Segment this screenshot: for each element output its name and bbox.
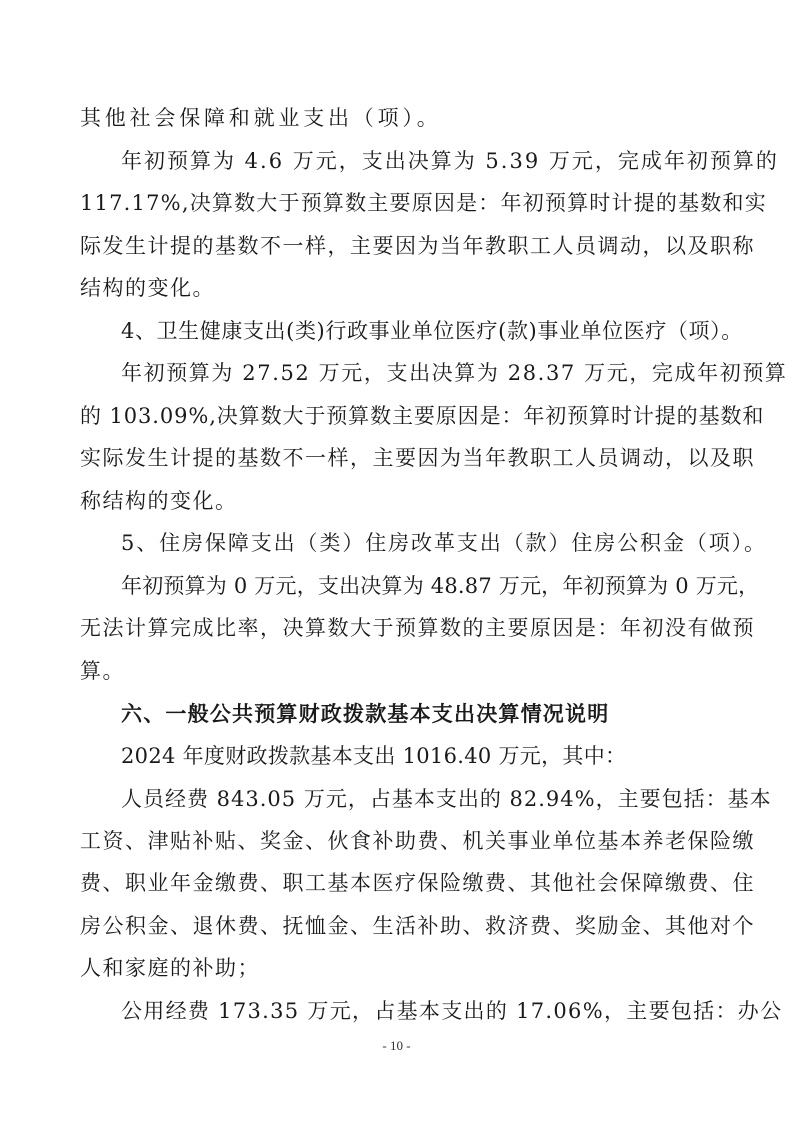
paragraph-line	[0, 273, 793, 303]
line-text: 年初预算为 0 万元，支出决算为 48.87 万元，年初预算为 0 万元，	[121, 574, 760, 598]
line-text: 5、住房保障支出（类）住房改革支出（款）住房公积金（项）。	[121, 531, 767, 555]
line-text: 公用经费 173.35 万元，占基本支出的 17.06%，主要包括：办公	[121, 999, 783, 1023]
paragraph-line	[0, 188, 793, 218]
line-text: 人和家庭的补助；	[80, 956, 260, 980]
section-heading-text: 六、一般公共预算财政拨款基本支出决算情况说明	[121, 702, 610, 726]
paragraph-line	[0, 103, 793, 133]
paragraph-line	[0, 911, 793, 941]
line-text: 4、卫生健康支出(类)行政事业单位医疗(款)事业单位医疗（项）。	[121, 319, 743, 343]
paragraph-line	[0, 528, 793, 558]
line-text: 工资、津贴补贴、奖金、伙食补助费、机关事业单位基本养老保险缴	[80, 829, 755, 853]
paragraph-line	[0, 443, 793, 473]
paragraph-line	[0, 401, 793, 431]
page-number: - 10 -	[382, 1038, 411, 1053]
line-text: 2024 年度财政拨款基本支出 1016.40 万元，其中：	[121, 744, 627, 768]
line-text: 费、职业年金缴费、职工基本医疗保险缴费、其他社会保障缴费、住	[80, 871, 755, 895]
paragraph-line	[0, 316, 793, 346]
paragraph-line	[0, 656, 793, 686]
line-text: 际发生计提的基数不一样，主要因为当年教职工人员调动，以及职称	[80, 234, 755, 258]
line-text: 人员经费 843.05 万元，占基本支出的 82.94%，主要包括：基本	[121, 787, 772, 811]
line-text: 实际发生计提的基数不一样，主要因为当年教职工人员调动，以及职	[80, 446, 755, 470]
line-text: 年初预算为 27.52 万元，支出决算为 28.37 万元，完成年初预算	[121, 361, 788, 385]
paragraph-line	[0, 571, 793, 601]
paragraph-line	[0, 613, 793, 643]
paragraph-line	[0, 826, 793, 856]
paragraph-line	[0, 231, 793, 261]
line-text: 的 103.09%,决算数大于预算数主要原因是：年初预算时计提的基数和	[80, 404, 765, 428]
line-text: 年初预算为 4.6 万元，支出决算为 5.39 万元，完成年初预算的	[121, 149, 779, 173]
line-text: 117.17%,决算数大于预算数主要原因是：年初预算时计提的基数和实	[80, 191, 767, 215]
paragraph-line	[0, 358, 793, 388]
line-text: 无法计算完成比率，决算数大于预算数的主要原因是：年初没有做预	[80, 616, 755, 640]
section-heading	[0, 699, 793, 729]
paragraph-line	[0, 868, 793, 898]
paragraph-line	[0, 996, 793, 1026]
line-text: 房公积金、退休费、抚恤金、生活补助、救济费、奖励金、其他对个	[80, 914, 755, 938]
line-text: 称结构的变化。	[80, 489, 238, 513]
paragraph-line	[0, 486, 793, 516]
paragraph-line	[0, 784, 793, 814]
line-text: 结构的变化。	[80, 276, 215, 300]
line-text: 其他社会保障和就业支出（项）。	[80, 106, 442, 130]
paragraph-line	[0, 741, 793, 771]
paragraph-line	[0, 953, 793, 983]
line-text: 算。	[80, 659, 125, 683]
paragraph-line	[0, 146, 793, 176]
